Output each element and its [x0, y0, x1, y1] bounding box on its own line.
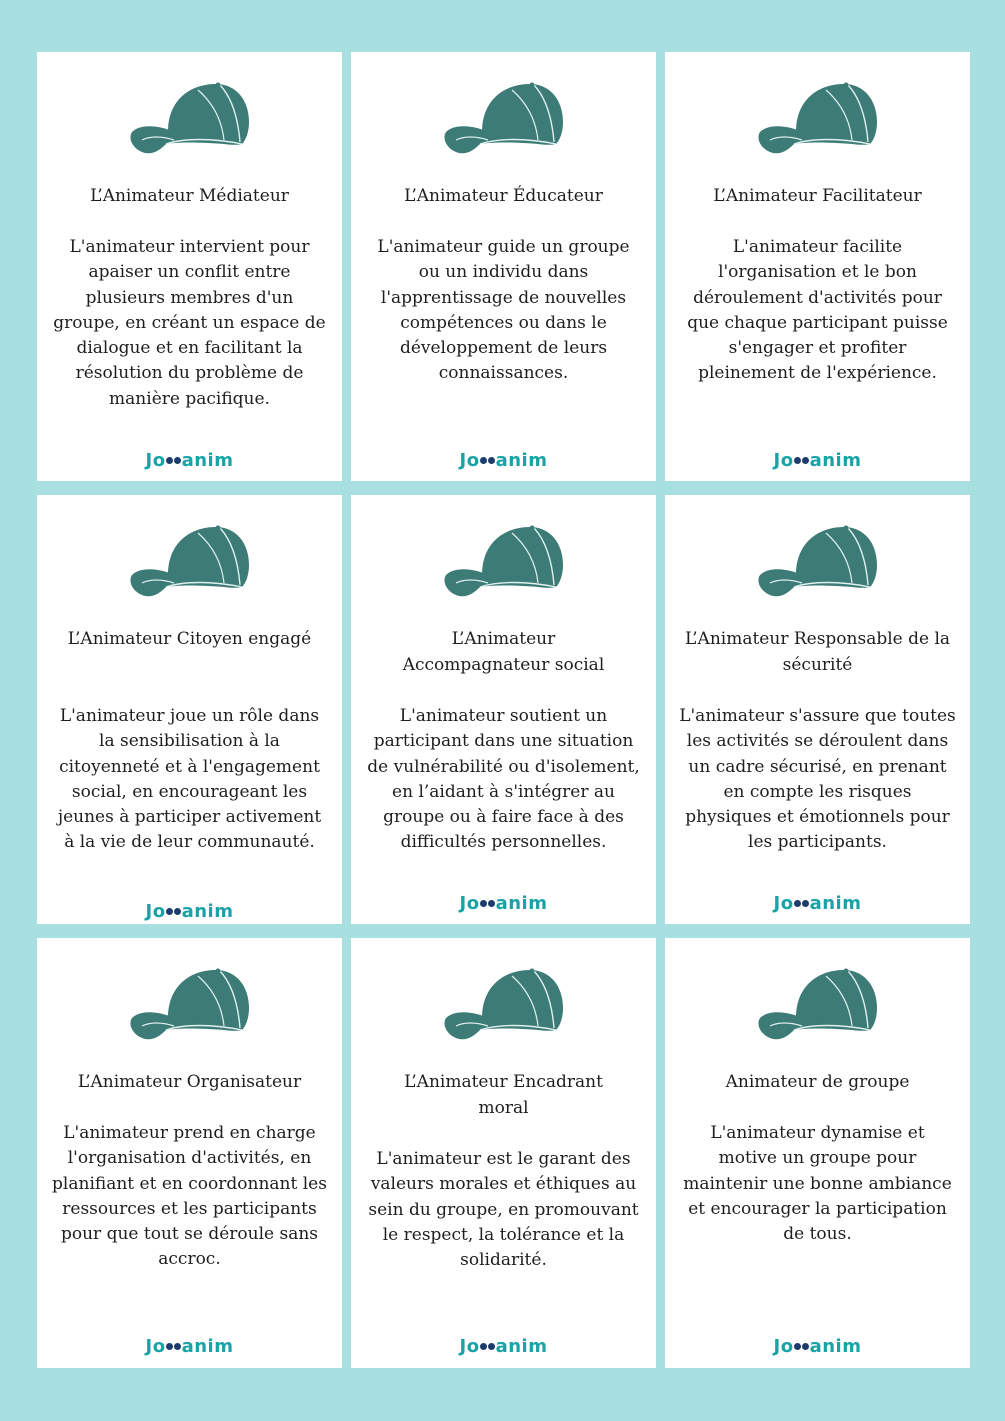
cap-icon — [756, 82, 880, 158]
card-description: L'animateur joue un rôle dans la sensibilisation à la citoyenneté et à l'engagement social, en encourageant les jeunes à participer activement à la vie de leur communauté. — [57, 706, 322, 853]
cap-icon — [128, 525, 252, 601]
card-description: L'animateur prend en charge l'organisation d'activités, en planifiant et en coordonnant les ressources et les participants pour que tout se déroule sans accroc. — [52, 1123, 327, 1270]
card-title: L’Animateur Responsable de la sécurité — [684, 629, 951, 675]
role-card-organisateur — [37, 938, 342, 1368]
cap-icon — [442, 968, 566, 1044]
jobanim-logo: Jo anim — [459, 450, 548, 471]
card-title: L’Animateur Médiateur — [90, 186, 289, 206]
cap-icon — [756, 968, 880, 1044]
card-title: L’Animateur Citoyen engagé — [67, 629, 312, 649]
card-title: L’Animateur Organisateur — [77, 1072, 302, 1092]
card-title: L’Animateur Accompagnateur social — [402, 629, 605, 675]
role-card-encadrant-moral — [351, 938, 656, 1368]
card-description: L'animateur soutient un participant dans une situation de vulnérabilité ou d'isolement, en l’aidant à s'intégrer au groupe ou à faire face à des difficultés personnelles. — [367, 706, 640, 853]
card-description: L'animateur est le garant des valeurs morales et éthiques au sein du groupe, en promouvant le respect, la tolérance et la solidarité. — [368, 1149, 639, 1271]
card-title: L’Animateur Éducateur — [404, 186, 603, 206]
jobanim-logo: Jo anim — [145, 901, 234, 922]
cap-icon — [756, 525, 880, 601]
card-description: L'animateur dynamise et motive un groupe pour maintenir une bonne ambiance et encourager la participation de tous. — [683, 1123, 952, 1245]
card-title: L’Animateur Facilitateur — [713, 186, 922, 206]
jobanim-logo: Jo anim — [459, 1336, 548, 1357]
card-description: L'animateur guide un groupe ou un individu dans l'apprentissage de nouvelles compétences ou dans le développement de leurs connaissances. — [377, 237, 630, 384]
card-description: L'animateur facilite l'organisation et le bon déroulement d'activités pour que chaque participant puisse s'engager et profiter pleinement de l'expérience. — [687, 237, 948, 384]
cap-icon — [442, 82, 566, 158]
role-card-facilitateur — [665, 52, 970, 481]
card-title: Animateur de groupe — [725, 1072, 910, 1092]
jobanim-logo: Jo anim — [145, 1336, 234, 1357]
card-description: L'animateur intervient pour apaiser un conflit entre plusieurs membres d'un groupe, en créant un espace de dialogue et en facilitant la résolution du problème de manière pacifique. — [53, 237, 326, 409]
cap-icon — [128, 968, 252, 1044]
jobanim-logo: Jo anim — [773, 450, 862, 471]
role-card-accompagnateur-social — [351, 495, 656, 924]
jobanim-logo: Jo anim — [773, 1336, 862, 1357]
cap-icon — [442, 525, 566, 601]
role-card-responsable-securite — [665, 495, 970, 924]
jobanim-logo: Jo anim — [773, 893, 862, 914]
role-card-educateur — [351, 52, 656, 481]
role-card-citoyen-engage — [37, 495, 342, 924]
cap-icon — [128, 82, 252, 158]
role-card-mediateur — [37, 52, 342, 481]
jobanim-logo: Jo anim — [145, 450, 234, 471]
card-description: L'animateur s'assure que toutes les activités se déroulent dans un cadre sécurisé, en prenant en compte les risques physiques et émotionnels pour les participants. — [679, 706, 956, 853]
role-card-animateur-de-groupe — [665, 938, 970, 1368]
jobanim-logo: Jo anim — [459, 893, 548, 914]
card-title: L’Animateur Encadrant moral — [404, 1072, 603, 1118]
